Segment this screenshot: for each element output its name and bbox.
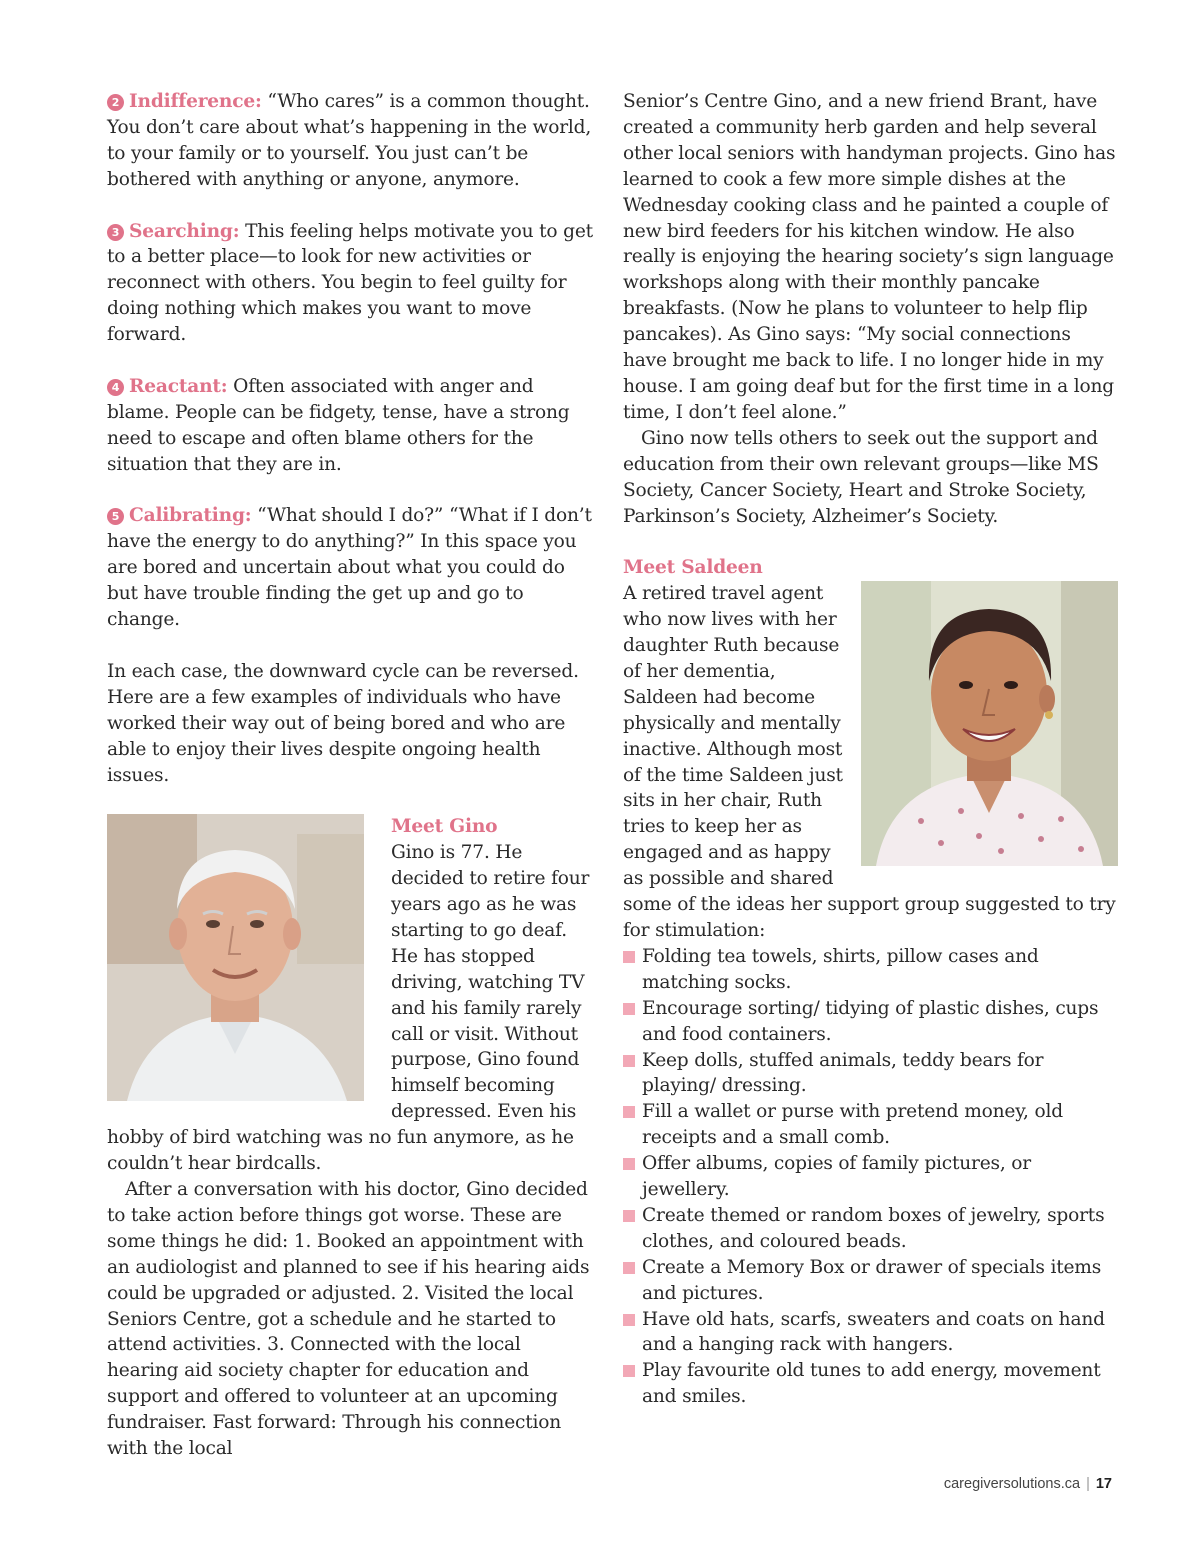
- tip-text: Offer albums, copies of family pictures, or jewellery.: [642, 1153, 1031, 1201]
- number-badge: 5: [107, 508, 124, 525]
- right-column: [623, 89, 1118, 1410]
- tip-text: Create themed or random boxes of jewelry, sports clothes, and coloured beads.: [642, 1204, 1105, 1252]
- square-bullet-icon: [623, 1003, 635, 1015]
- saldeen-paragraph: A retired travel agent who now lives with her daughter Ruth because of her dementia, Saldeen had become physically and mentally inactive. Although most of the time Saldeen just sits in her chair, Ruth tries to keep her as engaged and as happy as possible and shared some of the ideas her support group suggested to try for stimulation:: [623, 583, 1116, 941]
- tip-text: Fill a wallet or purse with pretend money, old receipts and a small comb.: [642, 1101, 1063, 1149]
- stage-reactant: [107, 374, 597, 478]
- gino-paragraph-2: After a conversation with his doctor, Gino decided to take action before things got worse. These are some things he did: 1. Booked an appointment with an audiologist and planned to see if his hearing aids could be upgraded or adjusted. 2. Visited the local Seniors Centre, got a schedule and he started to attend activities. 3. Connected with the local hearing aid society chapter for education and support and offered to volunteer at an upcoming fundraiser. Fast forward: Through his connection with the local: [107, 1178, 590, 1460]
- stage-text: “Who cares” is a common thought. You don’t care about what’s happening in the world, to your family or to yourself. You just can’t be bothered with anything or anyone, anymore.: [107, 91, 592, 190]
- stage-term: Reactant:: [129, 375, 228, 397]
- list-item: [623, 996, 1118, 1048]
- saldeen-section: [623, 555, 1118, 1410]
- gino-paragraph-1: Gino is 77. He decided to retire four years ago as he was starting to go deaf. He has stopped driving, watching TV and his family rarely call or visit. Without purpose, Gino found himself becoming depressed. Even his hobby of bird watching was no fun anymore, as he couldn’t hear birdcalls.: [107, 842, 590, 1175]
- stage-searching: [107, 219, 597, 349]
- square-bullet-icon: [623, 1314, 635, 1326]
- saldeen-portrait-image: [861, 581, 1118, 866]
- left-column: [107, 89, 597, 1462]
- stage-term: Calibrating:: [129, 505, 252, 527]
- number-badge: 4: [107, 379, 124, 396]
- list-item: [623, 944, 1118, 996]
- stage-indifference: [107, 89, 597, 193]
- square-bullet-icon: [623, 1055, 635, 1067]
- list-item: [623, 1048, 1118, 1100]
- stage-calibrating: [107, 503, 597, 633]
- footer-website-link[interactable]: caregiversolutions.ca: [943, 1476, 1081, 1492]
- stage-term: Searching:: [129, 220, 240, 242]
- tip-text: Play favourite old tunes to add energy, movement and smiles.: [642, 1360, 1101, 1408]
- tip-text: Create a Memory Box or drawer of specials items and pictures.: [642, 1256, 1102, 1304]
- list-item: [623, 1255, 1118, 1307]
- square-bullet-icon: [623, 1158, 635, 1170]
- stage-text: This feeling helps motivate you to get to a better place—to look for new activities or reconnect with others. You begin to feel guilty for doing nothing which makes you want to move forward.: [107, 220, 593, 346]
- stage-term: Indifference:: [129, 91, 262, 112]
- list-item: [623, 1203, 1118, 1255]
- gino-paragraph-3: Senior’s Centre Gino, and a new friend Brant, have created a community herb garden and help several other local seniors with handyman projects. Gino has learned to cook a few more simple dishes at the Wednesday cooking class and he painted a couple of new bird feeders for his kitchen window. He also really is enjoying the hearing society’s sign language workshops along with their monthly pancake breakfasts. (Now he plans to volunteer to help flip pancakes). As Gino says: “My social connections have brought me back to life. I no longer hide in my house. I am going deaf but for the first time in a long time, I don’t feel alone.”: [623, 91, 1116, 423]
- gino-section: [107, 814, 597, 1462]
- square-bullet-icon: [623, 1262, 635, 1274]
- gino-heading: Meet Gino: [391, 816, 498, 838]
- saldeen-heading: Meet Saldeen: [623, 557, 763, 579]
- stage-text: “What should I do?” “What if I don’t have the energy to do anything?” In this space you are bored and uncertain about what you could do but have trouble finding the get up and go to change.: [107, 505, 592, 631]
- tip-text: Encourage sorting/ tidying of plastic dishes, cups and food containers.: [642, 997, 1099, 1045]
- tip-text: Have old hats, scarfs, sweaters and coats on hand and a hanging rack with hangers.: [642, 1308, 1105, 1356]
- page-number: 17: [1095, 1476, 1112, 1492]
- square-bullet-icon: [623, 1106, 635, 1118]
- gino-photo: [107, 814, 364, 1101]
- page-footer: [900, 1476, 1112, 1492]
- list-item: [623, 1099, 1118, 1151]
- square-bullet-icon: [623, 951, 635, 963]
- saldeen-photo: [861, 581, 1118, 866]
- list-item: [623, 1307, 1118, 1359]
- stimulation-tips-list: [623, 944, 1118, 1410]
- number-badge: 3: [107, 224, 124, 241]
- tip-text: Keep dolls, stuffed animals, teddy bears for playing/ dressing.: [642, 1049, 1044, 1097]
- gino-paragraph-4: Gino now tells others to seek out the support and education from their own relevant groups—like MS Society, Cancer Society, Heart and Stroke Society, Parkinson’s Society, Alzheimer’s Society.: [623, 427, 1099, 527]
- list-item: [623, 1358, 1118, 1410]
- square-bullet-icon: [623, 1210, 635, 1222]
- stage-text: Often associated with anger and blame. People can be fidgety, tense, have a strong need to escape and often blame others for the situation that they are in.: [107, 375, 570, 475]
- list-item: [623, 1151, 1118, 1203]
- tip-text: Folding tea towels, shirts, pillow cases and matching socks.: [642, 945, 1039, 993]
- square-bullet-icon: [623, 1365, 635, 1377]
- gino-portrait-image: [107, 814, 364, 1101]
- summary-paragraph: In each case, the downward cycle can be reversed. Here are a few examples of individuals who have worked their way out of being bored and who are able to enjoy their lives despite ongoing health issues.: [107, 660, 579, 786]
- number-badge: 2: [107, 94, 124, 111]
- footer-separator: |: [1086, 1476, 1090, 1492]
